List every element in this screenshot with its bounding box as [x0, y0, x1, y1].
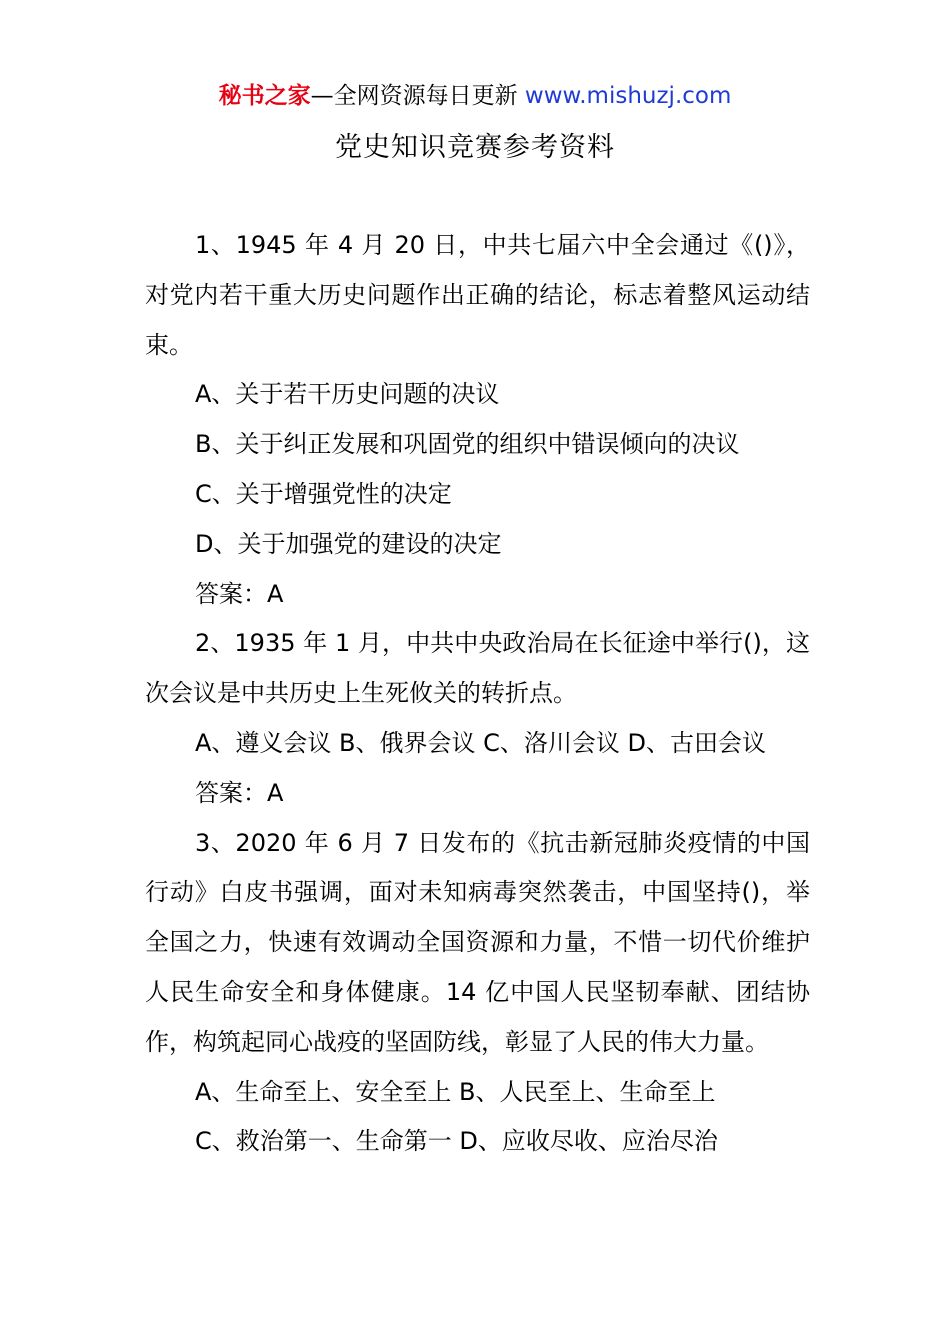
question-text: 1、1945 年 4 月 20 日，中共七届六中全会通过《()》，对党内若干重大历史问题作出正确的结论，标志着整风运动结束。: [145, 231, 810, 359]
site-slogan: —全网资源每日更新: [310, 83, 518, 109]
option-item: A、关于若干历史问题的决议: [195, 380, 500, 409]
document-body: [145, 221, 810, 1167]
document-title: 党史知识竞赛参考资料: [335, 132, 615, 163]
question-text: 2、1935 年 1 月，中共中央政治局在长征途中举行()，这次会议是中共历史上生死攸关的转折点。: [145, 629, 810, 708]
site-brand: 秘书之家: [218, 83, 311, 109]
answer-text: 答案：A: [195, 579, 284, 608]
option-item: D、关于加强党的建设的决定: [195, 529, 502, 558]
site-header: [0, 80, 950, 112]
answer-text: 答案：A: [195, 778, 284, 807]
question-text: 3、2020 年 6 月 7 日发布的《抗击新冠肺炎疫情的中国行动》白皮书强调，面对未知病毒突然袭击，中国坚持()，举全国之力，快速有效调动全国资源和力量，不惜一切代价维护人民生命安全和身体健康。14 亿中国人民坚韧奉献、团结协作，构筑起同心战疫的坚固防线，彰显了人民的伟大力量。: [145, 828, 810, 1056]
option-item: C、关于增强党性的决定: [195, 479, 452, 508]
site-url-link[interactable]: www.mishuzj.com: [524, 83, 732, 109]
option-item: A、生命至上、安全至上 B、人民至上、生命至上: [195, 1077, 716, 1106]
option-item: B、关于纠正发展和巩固党的组织中错误倾向的决议: [195, 430, 740, 459]
option-item: A、遵义会议 B、俄界会议 C、洛川会议 D、古田会议: [195, 728, 767, 757]
option-item: C、救治第一、生命第一 D、应收尽收、应治尽治: [195, 1127, 718, 1156]
